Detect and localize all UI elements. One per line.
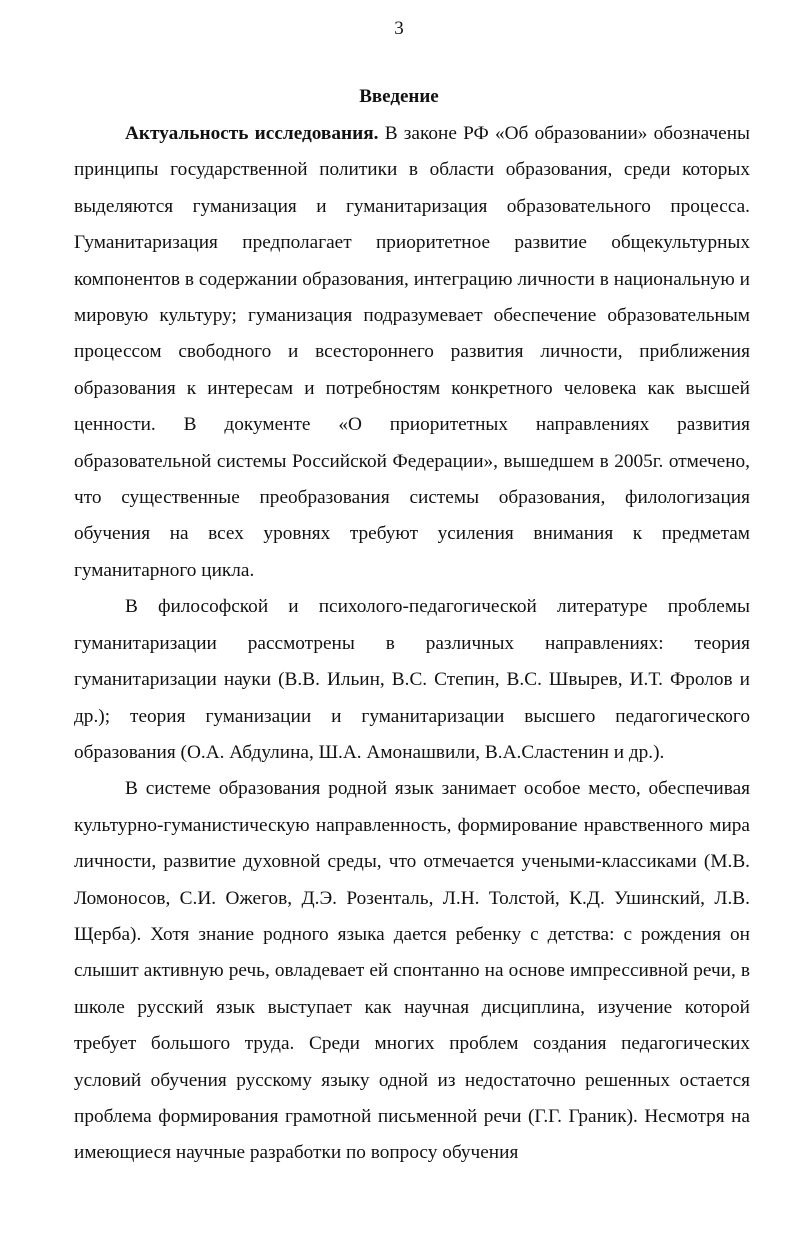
paragraph-relevance [74, 116, 750, 589]
paragraph-text: В законе РФ «Об образовании» обозначены принципы государственной политики в области образования, среди которых выделяются гуманизация и гуманитаризация образовательного процесса. Гуманитаризация предполагает приоритетное развитие общекультурных компонентов в содержании образования, интеграцию личности в национальную и мировую культуру; гуманизация подразумевает обеспечение образовательным процессом свободного и всестороннего развития личности, приближения образования к интересам и потребностям конкретного человека как высшей ценности. В документе «О приоритетных направлениях развития образовательной системы Российской Федерации», вышедшем в 2005г. отмечено, что существенные преобразования системы образования, филологизация обучения на всех уровнях требуют усиления внимания к предметам гуманитарного цикла. [74, 123, 750, 581]
paragraph-text: В философской и психолого-педагогической литературе проблемы гуманитаризации рассмотрены в различных направлениях: теория гуманитаризации науки (В.В. Ильин, В.С. Степин, В.С. Швырев, И.Т. Фролов и др.); теория гуманизации и гуманитаризации высшего педагогического образования (О.А. Абдулина, Ш.А. Амонашвили, В.А.Сластенин и др.). [74, 596, 750, 763]
page-number: 3 [394, 18, 404, 39]
section-title: Введение [359, 86, 439, 107]
body-text [74, 116, 750, 1172]
paragraph-text: В системе образования родной язык занимает особое место, обеспечивая культурно-гуманистическую направленность, формирование нравственного мира личности, развитие духовной среды, что отмечается учеными-классиками (М.В. Ломоносов, С.И. Ожегов, Д.Э. Розенталь, Л.Н. Толстой, К.Д. Ушинский, Л.В. Щерба). Хотя знание родного языка дается ребенку с детства: с рождения он слышит активную речь, овладевает ей спонтанно на основе импрессивной речи, в школе русский язык выступает как научная дисциплина, изучение которой требует большого труда. Среди многих проблем создания педагогических условий обучения русскому языку одной из недостаточно решенных остается проблема формирования грамотной письменной речи (Г.Г. Граник). Несмотря на имеющиеся научные разработки по вопросу обучения [74, 778, 750, 1164]
paragraph-native-language [74, 771, 750, 1171]
paragraph-lead: Актуальность исследования. [125, 123, 379, 144]
paragraph-philosophy [74, 589, 750, 771]
